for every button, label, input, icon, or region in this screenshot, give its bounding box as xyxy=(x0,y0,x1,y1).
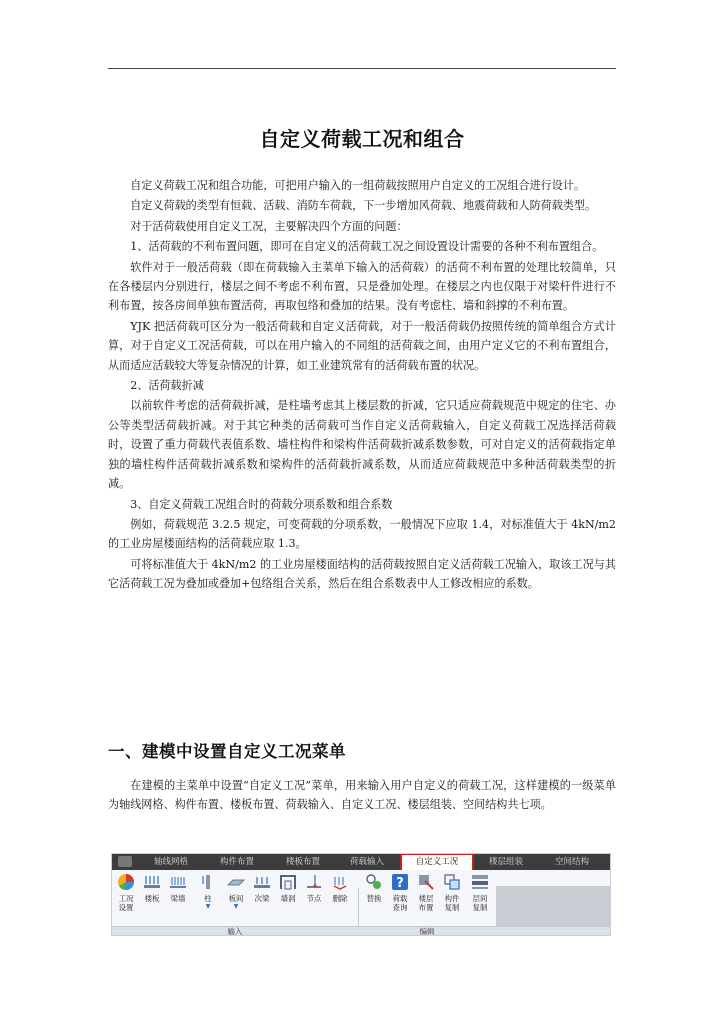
tab-space-structure[interactable]: 空间结构 xyxy=(554,857,589,867)
paragraph: 以前软件考虑的活荷载折减，是柱墙考虑其上楼层数的折减，它只适应荷载规范中规定的住宅、办公等类型活荷载折减。对于其它种类的活荷载可当作自定义活荷载输入，自定义荷载工况选择活荷载时，设置了重力荷载代表值系数、墙柱构件和梁构件活荷载折减系数参数，可对自定义的活荷载指定单独的墙柱构件活荷载折减系数和梁构件的活荷载折减系数，从而适应荷载规范中多种活荷载类型的折减。 xyxy=(108,399,616,491)
tool-label: 替换 xyxy=(366,894,382,903)
tool-label: 工况 设置 xyxy=(118,894,134,912)
section-body xyxy=(108,776,616,815)
paragraph: 例如，荷载规范 3.2.5 规定，可变荷载的分项系数，一般情况下应取 1.4，对标准值大于 4kN/m2 的工业房屋楼面结构的活荷载应取 1.3。 xyxy=(108,517,616,551)
paragraph: 自定义荷载工况和组合功能，可把用户输入的一组荷载按照用户自定义的工况组合进行设计。 xyxy=(130,179,586,192)
tool-replace[interactable] xyxy=(362,873,386,903)
query-icon xyxy=(391,873,409,891)
tab-slab-layout[interactable]: 楼板布置 xyxy=(285,857,320,867)
ribbon-group-bar xyxy=(112,926,611,936)
tool-secondary-beam[interactable] xyxy=(250,873,274,903)
paragraph: 可将标准值大于 4kN/m2 的工业房屋楼面结构的活荷载按照自定义活荷载工况输入，取该工况与其它活荷载工况为叠加或叠加+包络组合关系，然后在组合系数表中人工修改相应的系数。 xyxy=(108,557,616,591)
column-load-icon xyxy=(199,873,217,891)
paragraph: 2、活荷载折减 xyxy=(130,379,204,393)
tool-slab-load[interactable] xyxy=(140,873,164,903)
tab-load-input[interactable]: 荷载输入 xyxy=(349,857,384,867)
tool-floor-layout[interactable] xyxy=(414,873,438,912)
member-copy-icon xyxy=(443,873,461,891)
tab-member-layout[interactable]: 构件布置 xyxy=(219,857,254,867)
group-edit-label: 编辑 xyxy=(419,927,435,936)
slab-load-icon xyxy=(143,873,161,891)
tool-column-load[interactable] xyxy=(196,873,220,910)
floor-copy-icon xyxy=(471,873,489,891)
tool-label: 荷载 查询 xyxy=(392,894,408,912)
tool-label: 构件 复制 xyxy=(444,894,460,912)
paragraph: 自定义荷载的类型有恒载、活载、消防车荷载，下一步增加风荷载、地震荷载和人防荷载类型。 xyxy=(130,199,597,213)
tool-label: 墙洞 xyxy=(280,894,296,903)
ribbon-toolbar xyxy=(112,870,611,926)
tool-label: 板间 xyxy=(228,894,244,903)
tool-label: 楼层 布置 xyxy=(418,894,434,912)
tool-wall-opening[interactable] xyxy=(276,873,300,903)
tool-label: 次梁 xyxy=(254,894,270,903)
tool-label: 楼板 xyxy=(144,894,160,903)
tool-floor-copy[interactable] xyxy=(468,873,492,912)
tool-label: 节点 xyxy=(306,894,322,903)
tool-beam-wall-load[interactable] xyxy=(166,873,190,903)
tool-node-load[interactable] xyxy=(302,873,326,903)
floor-layout-icon xyxy=(417,873,435,891)
replace-icon xyxy=(365,873,383,891)
ribbon-tab-bar xyxy=(112,854,611,870)
paragraph: 1、活荷载的不利布置问题，即可在自定义的活荷载工况之间设置设计需要的各种不利布置组合。 xyxy=(130,240,604,254)
tool-label: 删除 xyxy=(332,894,348,903)
app-menu-icon[interactable] xyxy=(118,856,132,867)
ribbon-screenshot xyxy=(111,853,611,936)
delete-load-icon xyxy=(331,873,349,891)
slab-between-icon xyxy=(227,873,245,891)
chevron-down-icon[interactable]: ▼ xyxy=(205,903,211,910)
tool-label: 层间 复制 xyxy=(472,894,488,912)
tool-label: 柱 xyxy=(204,894,212,903)
tab-floor-assembly[interactable]: 楼层组装 xyxy=(488,857,523,867)
tab-axis-grid[interactable]: 轴线网格 xyxy=(153,857,188,867)
pie-chart-icon xyxy=(117,873,135,891)
wall-opening-icon xyxy=(279,873,297,891)
tool-delete-load[interactable] xyxy=(328,873,352,903)
paragraph: 软件对于一般活荷载（即在荷载输入主菜单下输入的活荷载）的活荷不利布置的处理比较简单，只在各楼层内分别进行，楼层之间不考虑不利布置，只是叠加处理。在楼层之内也仅限于对梁杆件进行不利布置，按各房间单独布置活荷，再取包络和叠加的结果。没有考虑柱、墙和斜撑的不利布置。 xyxy=(108,260,616,313)
tab-custom-case[interactable]: 自定义工况 xyxy=(400,853,474,870)
paragraph: 在建模的主菜单中设置“自定义工况”菜单，用来输入用户自定义的荷载工况，这样建模的一级菜单为轴线网格、构件布置、楼板布置、荷载输入、自定义工况、楼层组装、空间结构共七项。 xyxy=(108,779,616,812)
paragraph: 对于活荷载使用自定义工况，主要解决四个方面的问题： xyxy=(130,219,408,233)
tool-slab-between[interactable] xyxy=(224,873,248,910)
beam-load-icon xyxy=(169,873,187,891)
section-heading: 一、建模中设置自定义工况菜单 xyxy=(108,742,346,761)
paragraph: 3、自定义荷载工况组合时的荷载分项系数和组合系数 xyxy=(130,497,393,511)
tool-label: 梁墙 xyxy=(170,894,186,903)
chevron-down-icon[interactable]: ▼ xyxy=(233,903,239,910)
node-load-icon xyxy=(305,873,323,891)
tool-case-settings[interactable] xyxy=(114,873,138,912)
paragraph: YJK 把活荷载可区分为一般活荷载和自定义活荷载，对于一般活荷载仍按照传统的简单组合方式计算，对于自定义工况活荷载，可以在用户输入的不同组的活荷载之间，由用户定义它的不利布置组合，从而适应活载较大等复杂情况的计算，如工业建筑常有的活荷载布置的状况。 xyxy=(108,319,616,372)
page-title: 自定义荷载工况和组合 xyxy=(259,127,465,151)
tool-member-copy[interactable] xyxy=(440,873,464,912)
svg-text:?: ? xyxy=(396,876,404,891)
group-input-label: 输入 xyxy=(227,927,243,936)
header-rule xyxy=(108,68,616,69)
document-body xyxy=(108,176,616,595)
secondary-beam-icon xyxy=(253,873,271,891)
tool-load-query[interactable] xyxy=(388,873,412,912)
